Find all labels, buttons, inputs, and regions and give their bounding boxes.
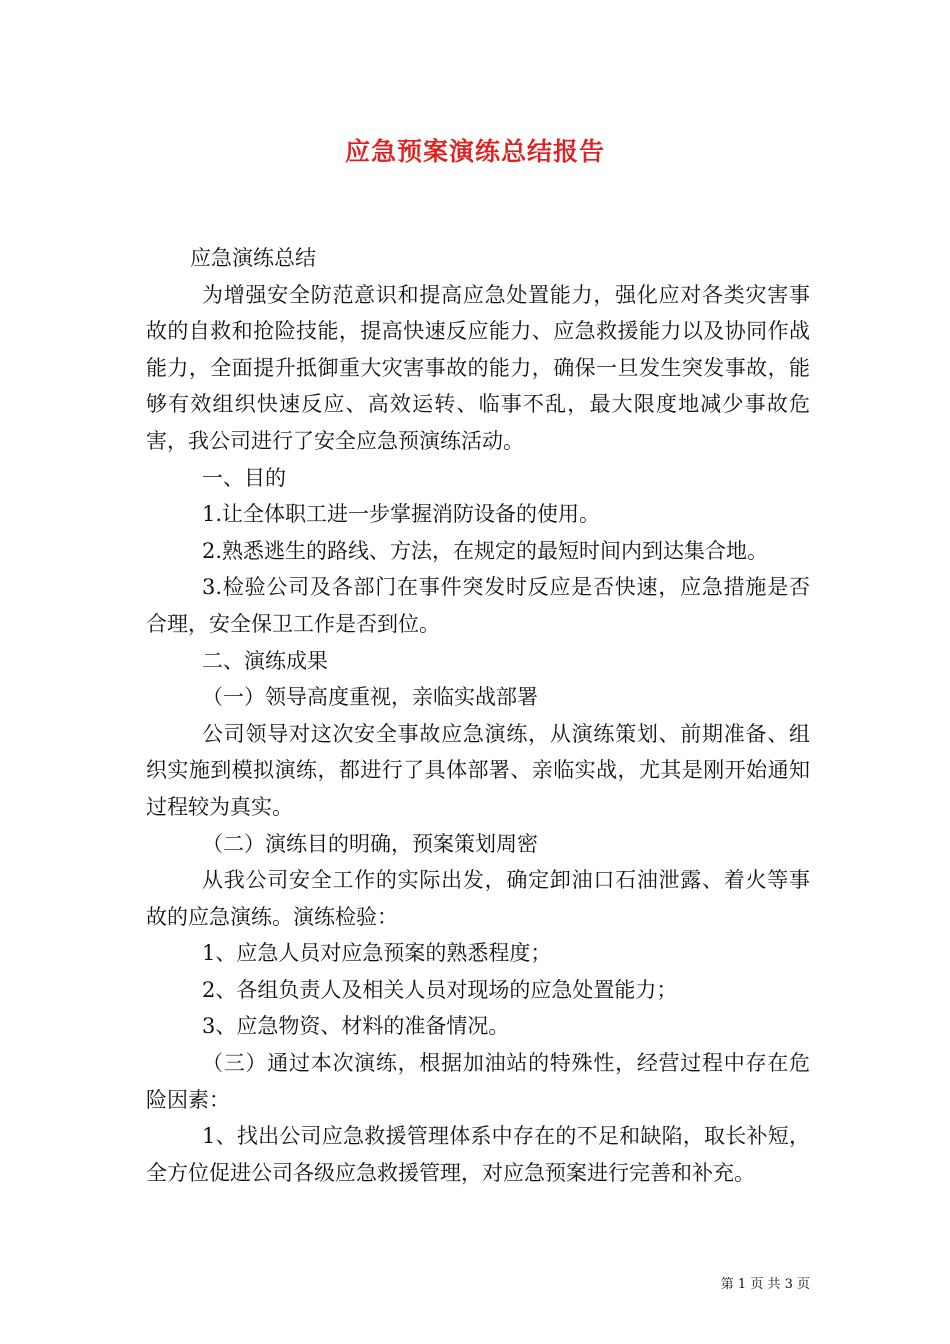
paragraph: 从我公司安全工作的实际出发，确定卸油口石油泄露、着火等事故的应急演练。演练检验： — [146, 868, 810, 929]
list-item: 2.熟悉逃生的路线、方法，在规定的最短时间内到达集合地。 — [202, 538, 769, 563]
section-heading-purpose: 一、目的 — [202, 465, 286, 490]
list-item: 2、各组负责人及相关人员对现场的应急处置能力； — [202, 977, 678, 1002]
list-item: 3、应急物资、材料的准备情况。 — [202, 1014, 510, 1039]
list-item: 3.检验公司及各部门在事件突发时反应是否快速，应急措施是否合理，安全保卫工作是否到位。 — [146, 575, 810, 636]
section-heading-results: 二、演练成果 — [202, 648, 328, 673]
list-item: 1.让全体职工进一步掌握消防设备的使用。 — [202, 502, 601, 527]
paragraph-intro: 为增强安全防范意识和提高应急处置能力，强化应对各类灾害事故的自救和抢险技能，提高快速反应能力、应急救援能力以及协同作战能力，全面提升抵御重大灾害事故的能力，确保一旦发生突发事故，能够有效组织快速反应、高效运转、临事不乱，最大限度地减少事故危害，我公司进行了安全应急预演练活动。 — [146, 282, 810, 453]
subsection-heading: （三）通过本次演练，根据加油站的特殊性，经营过程中存在危险因素： — [146, 1051, 810, 1112]
subsection-heading: （一）领导高度重视，亲临实战部署 — [202, 685, 538, 710]
list-item: 1、找出公司应急救援管理体系中存在的不足和缺陷，取长补短，全方位促进公司各级应急救援管理，对应急预案进行完善和补充。 — [146, 1124, 810, 1185]
list-item: 1、应急人员对应急预案的熟悉程度； — [202, 941, 552, 966]
subsection-heading: （二）演练目的明确，预案策划周密 — [202, 831, 538, 856]
page-title: 应急预案演练总结报告 — [344, 137, 605, 166]
document-body — [146, 240, 810, 1191]
paragraph-subtitle: 应急演练总结 — [190, 246, 316, 270]
paragraph: 公司领导对这次安全事故应急演练，从演练策划、前期准备、组织实施到模拟演练，都进行了具体部署、亲临实战，尤其是刚开始通知过程较为真实。 — [146, 721, 810, 819]
page-footer: 第 1 页 共 3 页 — [720, 1277, 810, 1292]
